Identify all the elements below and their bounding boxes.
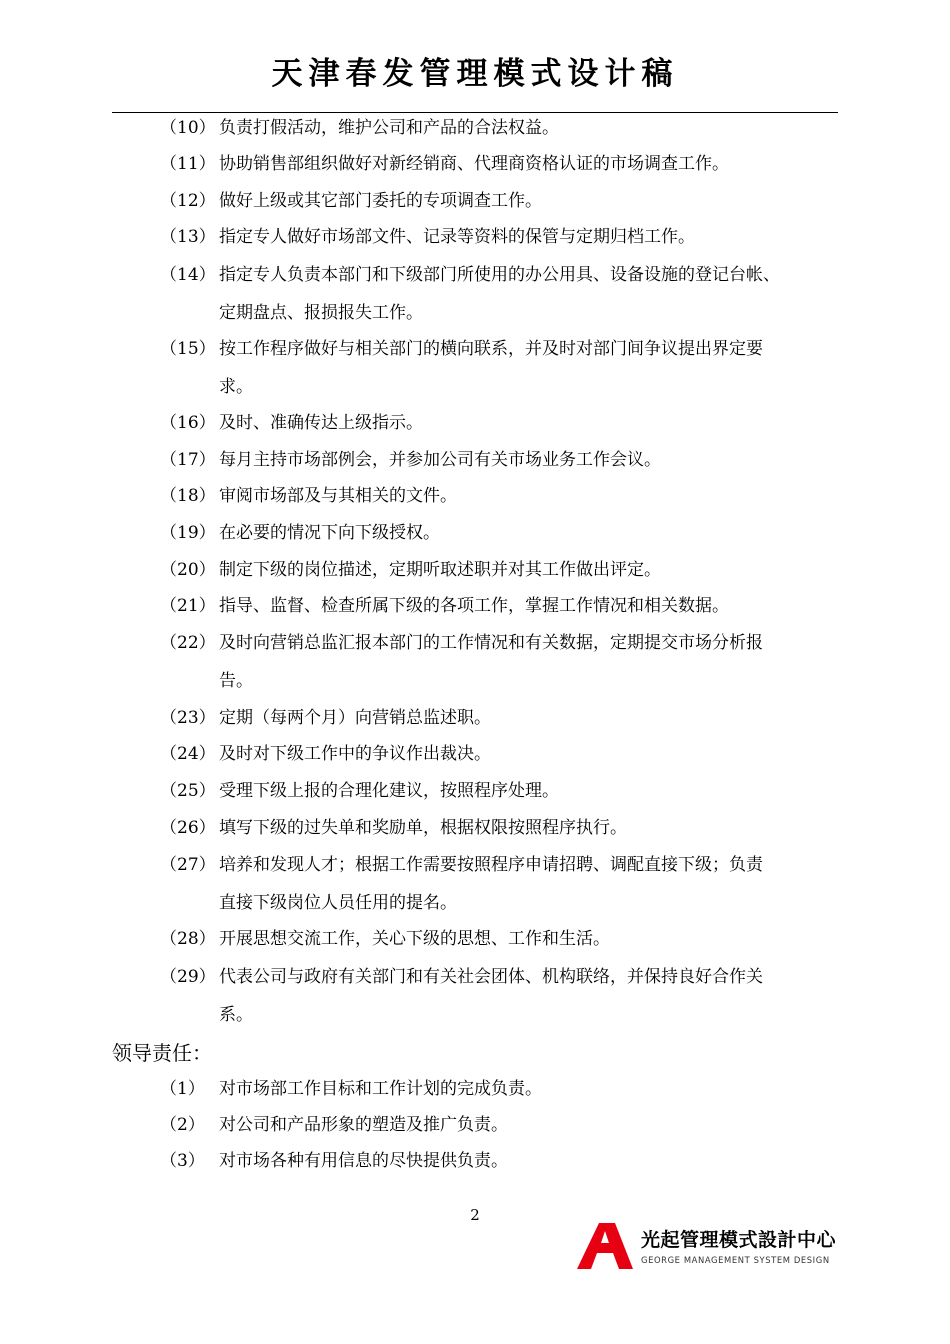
item-text: 指定专人做好市场部文件、记录等资料的保管与定期归档工作。 — [219, 227, 695, 247]
item-text: 代表公司与政府有关部门和有关社会团体、机构联络，并保持良好合作关 — [219, 967, 763, 987]
page-title: 天津春发管理模式设计稿 — [271, 56, 679, 92]
item-text: 受理下级上报的合理化建议，按照程序处理。 — [219, 781, 559, 801]
item-text: 协助销售部组织做好对新经销商、代理商资格认证的市场调查工作。 — [219, 154, 729, 174]
section-heading: 领导责任： — [112, 1041, 212, 1065]
item-number: （21） — [160, 596, 216, 616]
item-number: （20） — [160, 560, 216, 580]
item-number: （16） — [160, 413, 216, 433]
item-text-continued: 告。 — [219, 671, 253, 691]
item-text: 每月主持市场部例会，并参加公司有关市场业务工作会议。 — [219, 450, 661, 470]
item-number: （2） — [160, 1115, 205, 1135]
item-number: （11） — [160, 154, 216, 174]
item-text: 对市场部工作目标和工作计划的完成负责。 — [219, 1079, 542, 1099]
item-text: 指导、监督、检查所属下级的各项工作，掌握工作情况和相关数据。 — [219, 596, 729, 616]
item-number: （15） — [160, 339, 216, 359]
item-number: （12） — [160, 191, 216, 211]
logo-chinese-name: 光起管理模式設計中心 — [641, 1229, 837, 1251]
item-text: 负责打假活动，维护公司和产品的合法权益。 — [219, 118, 559, 138]
item-number: （13） — [160, 227, 216, 247]
item-text: 填写下级的过失单和奖励单，根据权限按照程序执行。 — [219, 818, 627, 838]
item-number: （25） — [160, 781, 216, 801]
item-text: 及时向营销总监汇报本部门的工作情况和有关数据，定期提交市场分析报 — [219, 633, 763, 653]
item-text: 定期（每两个月）向营销总监述职。 — [219, 708, 491, 728]
item-number: （23） — [160, 708, 216, 728]
item-text-continued: 定期盘点、报损报失工作。 — [219, 303, 423, 323]
item-text-continued: 系。 — [219, 1005, 253, 1025]
company-logo — [575, 1223, 845, 1273]
item-number: （29） — [160, 967, 216, 987]
item-text: 审阅市场部及与其相关的文件。 — [219, 486, 457, 506]
item-number: （22） — [160, 633, 216, 653]
item-text: 按工作程序做好与相关部门的横向联系，并及时对部门间争议提出界定要 — [219, 339, 763, 359]
item-text: 做好上级或其它部门委托的专项调查工作。 — [219, 191, 542, 211]
item-number: （14） — [160, 265, 216, 285]
item-number: （26） — [160, 818, 216, 838]
item-number: （24） — [160, 744, 216, 764]
page-number: 2 — [470, 1206, 480, 1224]
item-number: （19） — [160, 523, 216, 543]
item-text: 指定专人负责本部门和下级部门所使用的办公用具、设备设施的登记台帐、 — [219, 265, 780, 285]
item-text-continued: 求。 — [219, 377, 253, 397]
logo-english-name: GEORGE MANAGEMENT SYSTEM DESIGN — [641, 1255, 830, 1265]
logo-a-shape — [577, 1223, 633, 1269]
item-text: 培养和发现人才；根据工作需要按照程序申请招聘、调配直接下级；负责 — [219, 855, 763, 875]
item-text: 及时、准确传达上级指示。 — [219, 413, 423, 433]
item-text: 对公司和产品形象的塑造及推广负责。 — [219, 1115, 508, 1135]
item-number: （10） — [160, 118, 216, 138]
item-text: 对市场各种有用信息的尽快提供负责。 — [219, 1151, 508, 1171]
item-number: （27） — [160, 855, 216, 875]
logo-a-mark-icon — [575, 1223, 635, 1269]
item-text: 制定下级的岗位描述，定期听取述职并对其工作做出评定。 — [219, 560, 661, 580]
item-text: 在必要的情况下向下级授权。 — [219, 523, 440, 543]
item-text: 及时对下级工作中的争议作出裁决。 — [219, 744, 491, 764]
item-text-continued: 直接下级岗位人员任用的提名。 — [219, 893, 457, 913]
item-text: 开展思想交流工作，关心下级的思想、工作和生活。 — [219, 929, 610, 949]
item-number: （3） — [160, 1151, 205, 1171]
item-number: （18） — [160, 486, 216, 506]
item-number: （28） — [160, 929, 216, 949]
item-number: （1） — [160, 1079, 205, 1099]
item-number: （17） — [160, 450, 216, 470]
